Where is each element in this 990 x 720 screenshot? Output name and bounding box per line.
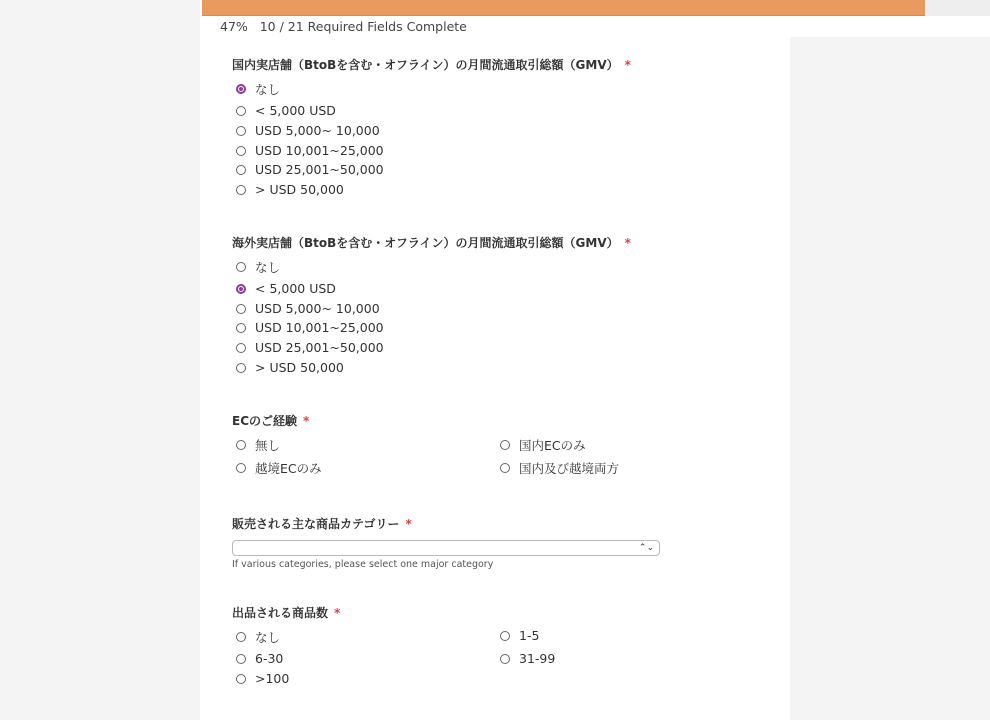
- radio-icon[interactable]: [500, 440, 510, 450]
- radio-icon[interactable]: [236, 654, 246, 664]
- radio-option[interactable]: [232, 340, 384, 355]
- required-asterisk: *: [624, 236, 631, 250]
- category-help: If various categories, please select one major category: [232, 559, 494, 570]
- radio-option[interactable]: [496, 651, 555, 666]
- question-text: 販売される主な商品カテゴリー: [232, 517, 400, 531]
- radio-option[interactable]: [232, 143, 384, 158]
- radio-option[interactable]: [496, 459, 619, 477]
- radio-icon[interactable]: [236, 363, 246, 373]
- radio-icon[interactable]: [236, 262, 246, 272]
- option-label: なし: [255, 260, 281, 275]
- category-select[interactable]: [232, 540, 660, 556]
- radio-option[interactable]: [232, 671, 289, 686]
- radio-icon[interactable]: [500, 654, 510, 664]
- option-label: < 5,000 USD: [255, 103, 336, 118]
- required-asterisk: *: [624, 58, 631, 72]
- radio-icon[interactable]: [236, 323, 246, 333]
- radio-icon[interactable]: [236, 146, 246, 156]
- question-label: [232, 234, 631, 251]
- question-label: [232, 515, 412, 532]
- option-label: 国内及び越境両方: [519, 461, 620, 476]
- required-asterisk: *: [334, 606, 341, 620]
- option-label: > USD 50,000: [255, 360, 344, 375]
- option-label: USD 10,001~25,000: [255, 320, 384, 335]
- radio-icon[interactable]: [236, 343, 246, 353]
- radio-option[interactable]: [232, 301, 380, 316]
- option-label: USD 10,001~25,000: [255, 143, 384, 158]
- required-asterisk: *: [303, 414, 310, 428]
- option-label: 越境ECのみ: [255, 461, 322, 476]
- question-text: ECのご経験: [232, 414, 298, 428]
- progress-percent: 47%: [220, 19, 248, 34]
- radio-option[interactable]: [232, 320, 384, 335]
- radio-icon[interactable]: [500, 463, 510, 473]
- option-label: > USD 50,000: [255, 182, 344, 197]
- option-label: なし: [255, 630, 281, 645]
- radio-icon[interactable]: [236, 165, 246, 175]
- select-arrows-icon: ⌃⌄: [638, 543, 654, 553]
- radio-option[interactable]: [232, 360, 344, 375]
- radio-icon[interactable]: [500, 631, 510, 641]
- radio-icon[interactable]: [236, 632, 246, 642]
- progress-fill: [202, 0, 925, 16]
- radio-icon[interactable]: [236, 126, 246, 136]
- question-text: 出品される商品数: [232, 606, 329, 620]
- radio-option[interactable]: [496, 628, 539, 643]
- question-text: 海外実店舗（BtoBを含む・オフライン）の月間流通取引総額（GMV）: [232, 236, 619, 250]
- question-label: [232, 56, 631, 73]
- radio-icon[interactable]: [236, 440, 246, 450]
- radio-option[interactable]: [232, 162, 384, 177]
- radio-option[interactable]: [496, 436, 586, 454]
- question-label: [232, 412, 309, 429]
- option-label: 31-99: [519, 651, 556, 666]
- radio-icon[interactable]: [236, 106, 246, 116]
- option-label: USD 25,001~50,000: [255, 340, 384, 355]
- radio-icon[interactable]: [236, 463, 246, 473]
- radio-option[interactable]: [232, 281, 336, 296]
- radio-option[interactable]: [232, 80, 280, 98]
- radio-option[interactable]: [232, 123, 380, 138]
- radio-icon[interactable]: [236, 185, 246, 195]
- progress-bar: [202, 0, 990, 16]
- radio-option[interactable]: [232, 459, 322, 477]
- option-label: >100: [255, 671, 290, 686]
- progress-text: [220, 19, 467, 34]
- required-asterisk: *: [405, 517, 412, 531]
- radio-option[interactable]: [232, 651, 283, 666]
- option-label: 無し: [255, 438, 281, 453]
- option-label: 6-30: [255, 651, 284, 666]
- radio-option[interactable]: [232, 182, 344, 197]
- option-label: USD 5,000~ 10,000: [255, 301, 380, 316]
- radio-option[interactable]: [232, 103, 336, 118]
- radio-option[interactable]: [232, 436, 280, 454]
- progress-status: 10 / 21 Required Fields Complete: [259, 19, 467, 34]
- radio-icon[interactable]: [236, 674, 246, 684]
- option-label: < 5,000 USD: [255, 281, 336, 296]
- option-label: 1-5: [519, 628, 540, 643]
- radio-icon[interactable]: [236, 84, 246, 94]
- radio-option[interactable]: [232, 628, 280, 646]
- radio-icon[interactable]: [236, 304, 246, 314]
- option-label: 国内ECのみ: [519, 438, 586, 453]
- option-label: USD 25,001~50,000: [255, 162, 384, 177]
- option-label: USD 5,000~ 10,000: [255, 123, 380, 138]
- radio-option[interactable]: [232, 258, 280, 276]
- question-text: 国内実店舗（BtoBを含む・オフライン）の月間流通取引総額（GMV）: [232, 58, 619, 72]
- question-label: [232, 604, 340, 621]
- option-label: なし: [255, 82, 281, 97]
- radio-icon[interactable]: [236, 284, 246, 294]
